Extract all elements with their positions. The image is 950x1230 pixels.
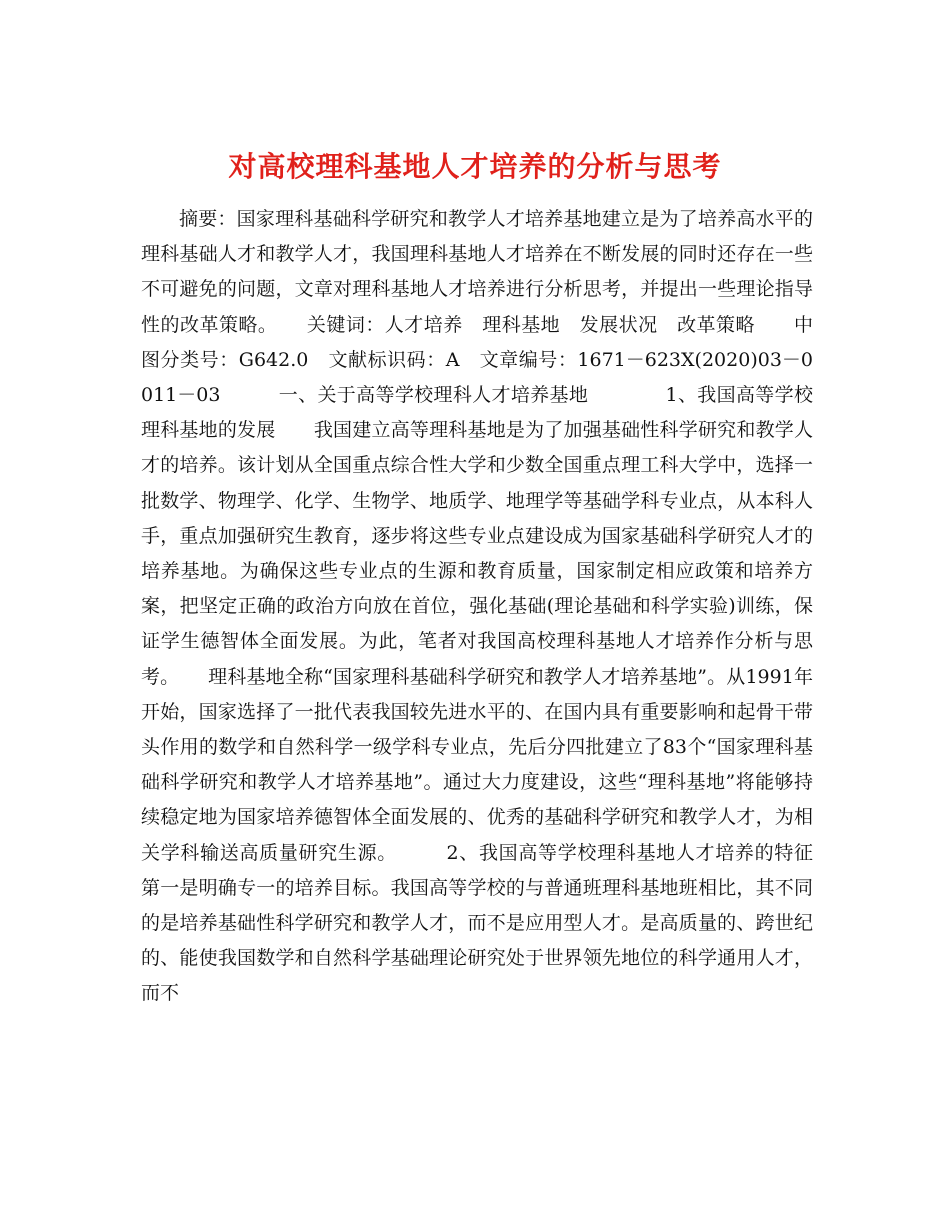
document-body: 摘要：国家理科基础科学研究和教学人才培养基地建立是为了培养高水平的理科基础人才和教学人才，我国理科基地人才培养在不断发展的同时还存在一些不可避免的问题，文章对理科基地人才培养进行分析思考，并提出一些理论指导性的改革策略。 关键词：人才培养 理科基地 发展状况 改革策略 中图分类号：G642.0 文献标识码：A 文章编号：1671－623X(2020)03－0011－03 一、关于高等学校理科人才培养基地 1、我国高等学校理科基地的发展 我国建立高等理科基地是为了加强基础性科学研究和教学人才的培养。该计划从全国重点综合性大学和少数全国重点理工科大学中，选择一批数学、物理学、化学、生物学、地质学、地理学等基础学科专业点，从本科人手，重点加强研究生教育，逐步将这些专业点建设成为国家基础科学研究人才的培养基地。为确保这些专业点的生源和教育质量，国家制定相应政策和培养方案，把坚定正确的政治方向放在首位，强化基础(理论基础和科学实验)训练，保证学生德智体全面发展。为此，笔者对我国高校理科基地人才培养作分析与思考。 理科基地全称“国家理科基础科学研究和教学人才培养基地”。从1991年开始，国家选择了一批代表我国较先进水平的、在国内具有重要影响和起骨干带头作用的数学和自然科学一级学科专业点，先后分四批建立了83个“国家理科基础科学研究和教学人才培养基地”。通过大力度建设，这些“理科基地”将能够持续稳定地为国家培养德智体全面发展的、优秀的基础科学研究和教学人才，为相关学科输送高质量研究生源。 2、我国高等学校理科基地人才培养的特征 第一是明确专一的培养目标。我国高等学校的与普通班理科基地班相比，其不同的是培养基础性科学研究和教学人才，而不是应用型人才。是高质量的、跨世纪的、能使我国数学和自然科学基础理论研究处于世界领先地位的科学通用人才，而不 (141, 208, 852, 1005)
document-title: 对高校理科基地人才培养的分析与思考 (228, 149, 722, 183)
